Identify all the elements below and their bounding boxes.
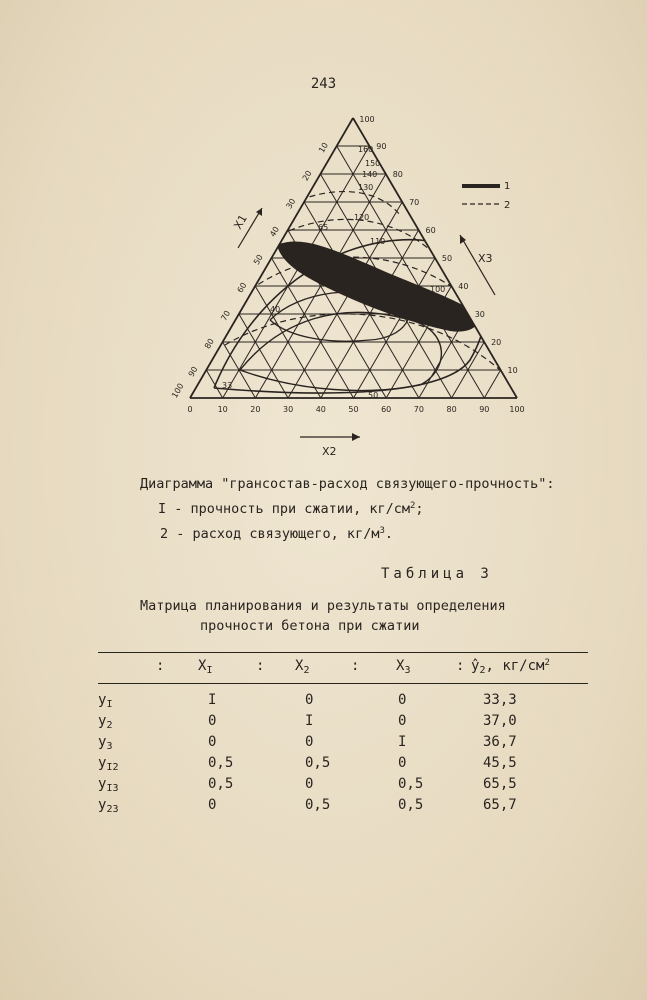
- svg-text:140: 140: [362, 170, 378, 179]
- tick-label: 30: [284, 197, 298, 211]
- tick-label: 50: [348, 405, 359, 414]
- x2-axis-label: [300, 433, 360, 458]
- tick-label: 10: [317, 141, 330, 155]
- svg-text:1: 1: [504, 181, 511, 192]
- cell-x1: 0: [208, 797, 217, 813]
- row-label: $y_I$: [98, 692, 113, 710]
- tick-label: 20: [491, 338, 502, 347]
- cell-x2: 0: [305, 776, 314, 792]
- svg-text:2: 2: [504, 200, 511, 211]
- grid-line: [484, 370, 500, 398]
- strength-contour-middle: [240, 312, 441, 390]
- table-row: [98, 776, 588, 797]
- cell-x3: 0: [398, 713, 407, 729]
- cell-y: 36,7: [483, 734, 517, 750]
- header-x1: $X_I$: [198, 658, 213, 676]
- tick-label: 20: [300, 169, 314, 183]
- tick-label: 80: [392, 170, 403, 179]
- cell-y: 65,5: [483, 776, 517, 792]
- svg-text:33: 33: [222, 381, 233, 390]
- tick-label: 10: [217, 405, 228, 414]
- svg-text:130: 130: [358, 183, 374, 192]
- table-row: [98, 755, 588, 776]
- svg-text:160: 160: [358, 145, 374, 154]
- tick-label: 20: [250, 405, 261, 414]
- cell-x2: I: [305, 713, 314, 729]
- cell-x2: 0,5: [305, 797, 331, 813]
- cell-y: 37,0: [483, 713, 517, 729]
- table-row: [98, 797, 588, 818]
- cell-y: 33,3: [483, 692, 517, 708]
- table-title: Матрица планирования и результаты определения прочности бетона при сжатии: [140, 598, 506, 634]
- caption-item-1: I - прочность при сжатии, $кг/см^2$;: [158, 501, 424, 517]
- svg-text:110: 110: [370, 237, 386, 246]
- tick-label: 60: [235, 281, 249, 295]
- tick-label: 40: [268, 225, 282, 239]
- cell-x1: I: [208, 692, 217, 708]
- row-label: $y_{23}$: [98, 797, 119, 815]
- tick-label: 70: [413, 405, 424, 414]
- tick-label: 100: [170, 381, 186, 400]
- tick-label: 80: [202, 337, 216, 351]
- cell-x2: 0,5: [305, 755, 331, 771]
- cell-y: 45,5: [483, 755, 517, 771]
- svg-text:40: 40: [270, 305, 281, 314]
- cell-x2: 0: [305, 692, 314, 708]
- tick-label: 30: [283, 405, 294, 414]
- row-label: $y_{I2}$: [98, 755, 119, 773]
- cell-x3: I: [398, 734, 407, 750]
- tick-label: 40: [315, 405, 326, 414]
- caption-title: Диаграмма "грансостав-расход связующего-прочность":: [140, 476, 555, 492]
- svg-text:100: 100: [430, 285, 446, 294]
- tick-label: 80: [446, 405, 457, 414]
- cell-x1: 0,5: [208, 755, 234, 771]
- tick-label: 50: [251, 253, 265, 267]
- tick-label: 60: [381, 405, 392, 414]
- tick-label: 70: [409, 198, 420, 207]
- diagram-legend: [462, 181, 510, 211]
- table-row: [98, 713, 588, 734]
- cell-x1: 0,5: [208, 776, 234, 792]
- table-body: [98, 692, 588, 818]
- cell-x3: 0: [398, 755, 407, 771]
- tick-label: 50: [441, 254, 453, 263]
- tick-label: 70: [219, 309, 233, 323]
- tick-label: 10: [507, 366, 518, 375]
- tick-label: 100: [359, 115, 375, 124]
- cell-y: 65,7: [483, 797, 517, 813]
- x1-axis-label: [231, 208, 262, 248]
- table-row: [98, 734, 588, 755]
- cell-x1: 0: [208, 734, 217, 750]
- ternary-grid: [190, 118, 517, 398]
- svg-text:120: 120: [354, 213, 370, 222]
- tick-label: 90: [186, 365, 200, 379]
- page-number: 243: [310, 76, 337, 92]
- tick-label: 40: [458, 282, 469, 291]
- svg-text:X1: X1: [231, 212, 250, 232]
- cell-x3: 0,5: [398, 797, 424, 813]
- ternary-diagram: [0, 0, 647, 470]
- header-x2: $X_2$: [295, 658, 310, 676]
- row-label: $y_2$: [98, 713, 113, 731]
- cell-x3: 0: [398, 692, 407, 708]
- cell-x3: 0,5: [398, 776, 424, 792]
- header-y: $ŷ_2$, $кг/см^2$: [471, 658, 550, 676]
- table-row: [98, 692, 588, 713]
- svg-text:65: 65: [318, 223, 329, 232]
- tick-label: 0: [187, 405, 193, 414]
- tick-label: 30: [474, 310, 485, 319]
- cell-x1: 0: [208, 713, 217, 729]
- cell-x2: 0: [305, 734, 314, 750]
- tick-label: 90: [479, 405, 490, 414]
- tick-label: 60: [425, 226, 436, 235]
- table-header: : $X_I$ : $X_2$ : $X_3$ : $ŷ_2$, $кг/см^2$: [156, 658, 550, 676]
- tick-label: 100: [509, 405, 525, 414]
- svg-text:150: 150: [365, 159, 381, 168]
- caption-item-2: 2 - расход связующего, $кг/м^3$.: [160, 526, 394, 542]
- svg-text:X3: X3: [478, 252, 493, 265]
- table-label: Таблица 3: [381, 566, 493, 582]
- header-x3: $X_3$: [396, 658, 411, 676]
- binder-contour-1: [300, 192, 400, 215]
- row-label: $y_3$: [98, 734, 113, 752]
- results-table: [98, 652, 588, 818]
- tick-label: 90: [376, 142, 387, 151]
- svg-text:50: 50: [368, 391, 379, 400]
- figure-caption: [140, 473, 610, 545]
- svg-text:X2: X2: [322, 445, 337, 458]
- row-label: $y_{I3}$: [98, 776, 119, 794]
- svg-text:57: 57: [335, 268, 346, 277]
